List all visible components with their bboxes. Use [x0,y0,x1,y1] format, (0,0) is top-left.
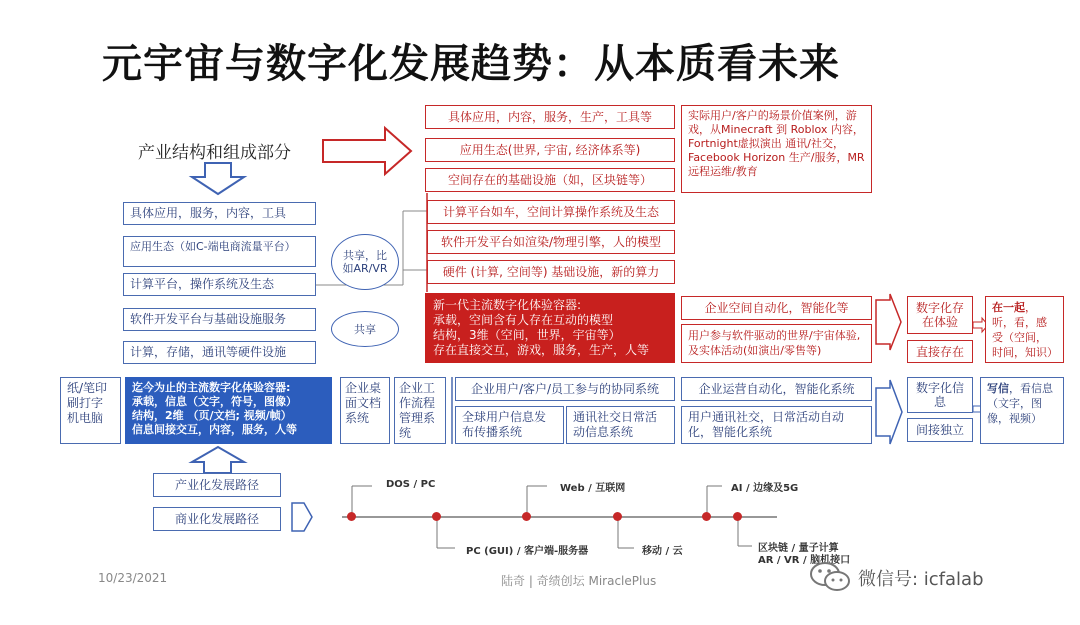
stack-item-app-ecosystem: 应用生态（如C-端电商流量平台） [123,236,316,267]
red-item-compute-platform: 计算平台如车，空间计算操作系统及生态 [427,200,675,224]
red-user-experience: 用户参与软件驱动的世界/宇宙体验,及实体活动(如演出/零售等) [681,324,872,363]
watermark-text: 微信号: icfalab [858,569,984,590]
blue-global-info: 全球用户信息发布传播系统 [455,406,564,444]
industry-structure-label: 产业结构和组成部分 [138,143,291,163]
page-title: 元宇宙与数字化发展趋势：从本质看未来 [102,41,840,87]
together-rest: ，听，看，感受（空间，时间，知识） [992,301,1058,359]
timeline-dot [613,512,622,521]
timeline-label-ar-vr: AR / VR / 脑机接口 [758,555,851,566]
red-direct-presence: 直接存在 [907,340,973,363]
timeline-dot [522,512,531,521]
blue-indirect: 间接独立 [907,418,973,442]
shared-ar-vr-ellipse: 共享，比如AR/VR [331,234,399,290]
timeline-dot [432,512,441,521]
blue-digital-info: 数字化信息 [907,377,973,413]
timeline-label-web: Web / 互联网 [560,483,626,494]
right-arrow-icon [323,128,411,174]
blue-write-letter [980,377,1064,444]
new-experience-container [425,293,675,363]
red-item-hardware: 硬件 (计算, 空间等) 基础设施，新的算力 [427,260,675,284]
container-line: 结构，3维（空间，世界，宇宙等） [433,328,621,342]
container-line: 迄今为止的主流数字化体验容器: [132,381,291,394]
blue-enterprise-desktop: 企业桌面文档系统 [340,377,390,444]
stack-item-hardware: 计算，存储，通讯等硬件设施 [123,341,316,364]
shared-ellipse: 共享 [331,311,399,347]
timeline-label-blockchain: 区块链 / 量子计算 [758,543,839,554]
footer-source: 陆奇 | 奇绩创坛 MiraclePlus [501,574,657,588]
write-rest: ，看信息（文字，图像，视频） [987,382,1053,425]
blue-enterprise-workflow: 企业工作流程管理系统 [394,377,446,444]
wechat-icon [808,560,852,598]
up-arrow-icon [192,447,244,473]
red-item-app-ecosystem: 应用生态(世界, 宇宙, 经济体系等) [425,138,675,162]
red-item-dev-platform: 软件开发平台如渲染/物理引擎，人的模型 [427,230,675,254]
red-digital-presence: 数字化存在体验 [907,296,973,334]
red-enterprise-automation: 企业空间自动化，智能化等 [681,296,872,320]
timeline-label-ai: AI / 边缘及5G [731,483,799,494]
timeline-label-pc-gui: PC (GUI) / 客户端-服务器 [466,546,589,557]
together-bold: 在一起 [992,301,1025,314]
timeline-arrow-icon [292,503,312,531]
timeline-label-mobile: 移动 / 云 [642,546,683,557]
blue-legacy-tools: 纸/笔印刷打字机电脑 [60,377,121,444]
timeline-dot [733,512,742,521]
container-line: 承载，信息（文字，符号，图像） [132,395,297,408]
red-together [985,296,1064,363]
blue-collab-system: 企业用户/客户/员工参与的协同系统 [455,377,675,401]
red-item-space-infra: 空间存在的基础设施（如，区块链等） [425,168,675,192]
red-item-applications: 具体应用，内容，服务，生产，工具等 [425,105,675,129]
blue-enterprise-ops: 企业运营自动化，智能化系统 [681,377,872,401]
stack-item-applications: 具体应用，服务，内容，工具 [123,202,316,225]
red-use-cases: 实际用户/客户的场景价值案例，游戏，从Minecraft 到 Roblox 内容，Fortnight虚拟演出 通讯/社交，Facebook Horizon 生产/服务，MR远程运维/教育 [681,105,872,193]
row-arrow-icon [876,380,902,444]
blue-user-social: 用户通讯社交，日常活动自动化，智能化系统 [681,406,872,444]
blue-social-info: 通讯社交日常活动信息系统 [566,406,675,444]
industrial-path: 产业化发展路径 [153,473,281,497]
row-arrow-icon [876,294,901,350]
stack-item-compute-platform: 计算平台，操作系统及生态 [123,273,316,296]
commercial-path: 商业化发展路径 [153,507,281,531]
write-bold: 写信 [987,382,1009,395]
container-line: 新一代主流数字化体验容器: [433,298,582,312]
current-experience-container [125,377,332,444]
container-line: 信息间接交互，内容，服务，人等 [132,423,297,436]
down-arrow-icon [192,163,244,194]
timeline-dot [347,512,356,521]
container-line: 结构，2维 （页/文档; 视频/帧） [132,409,292,422]
stack-item-dev-platform: 软件开发平台与基础设施服务 [123,308,316,331]
footer-date: 10/23/2021 [98,571,168,585]
timeline-dot [702,512,711,521]
container-line: 承载，空间含有人存在互动的模型 [433,313,614,327]
timeline-label-dos-pc: DOS / PC [386,479,436,490]
container-line: 存在直接交互，游戏，服务，生产，人等 [433,343,650,357]
